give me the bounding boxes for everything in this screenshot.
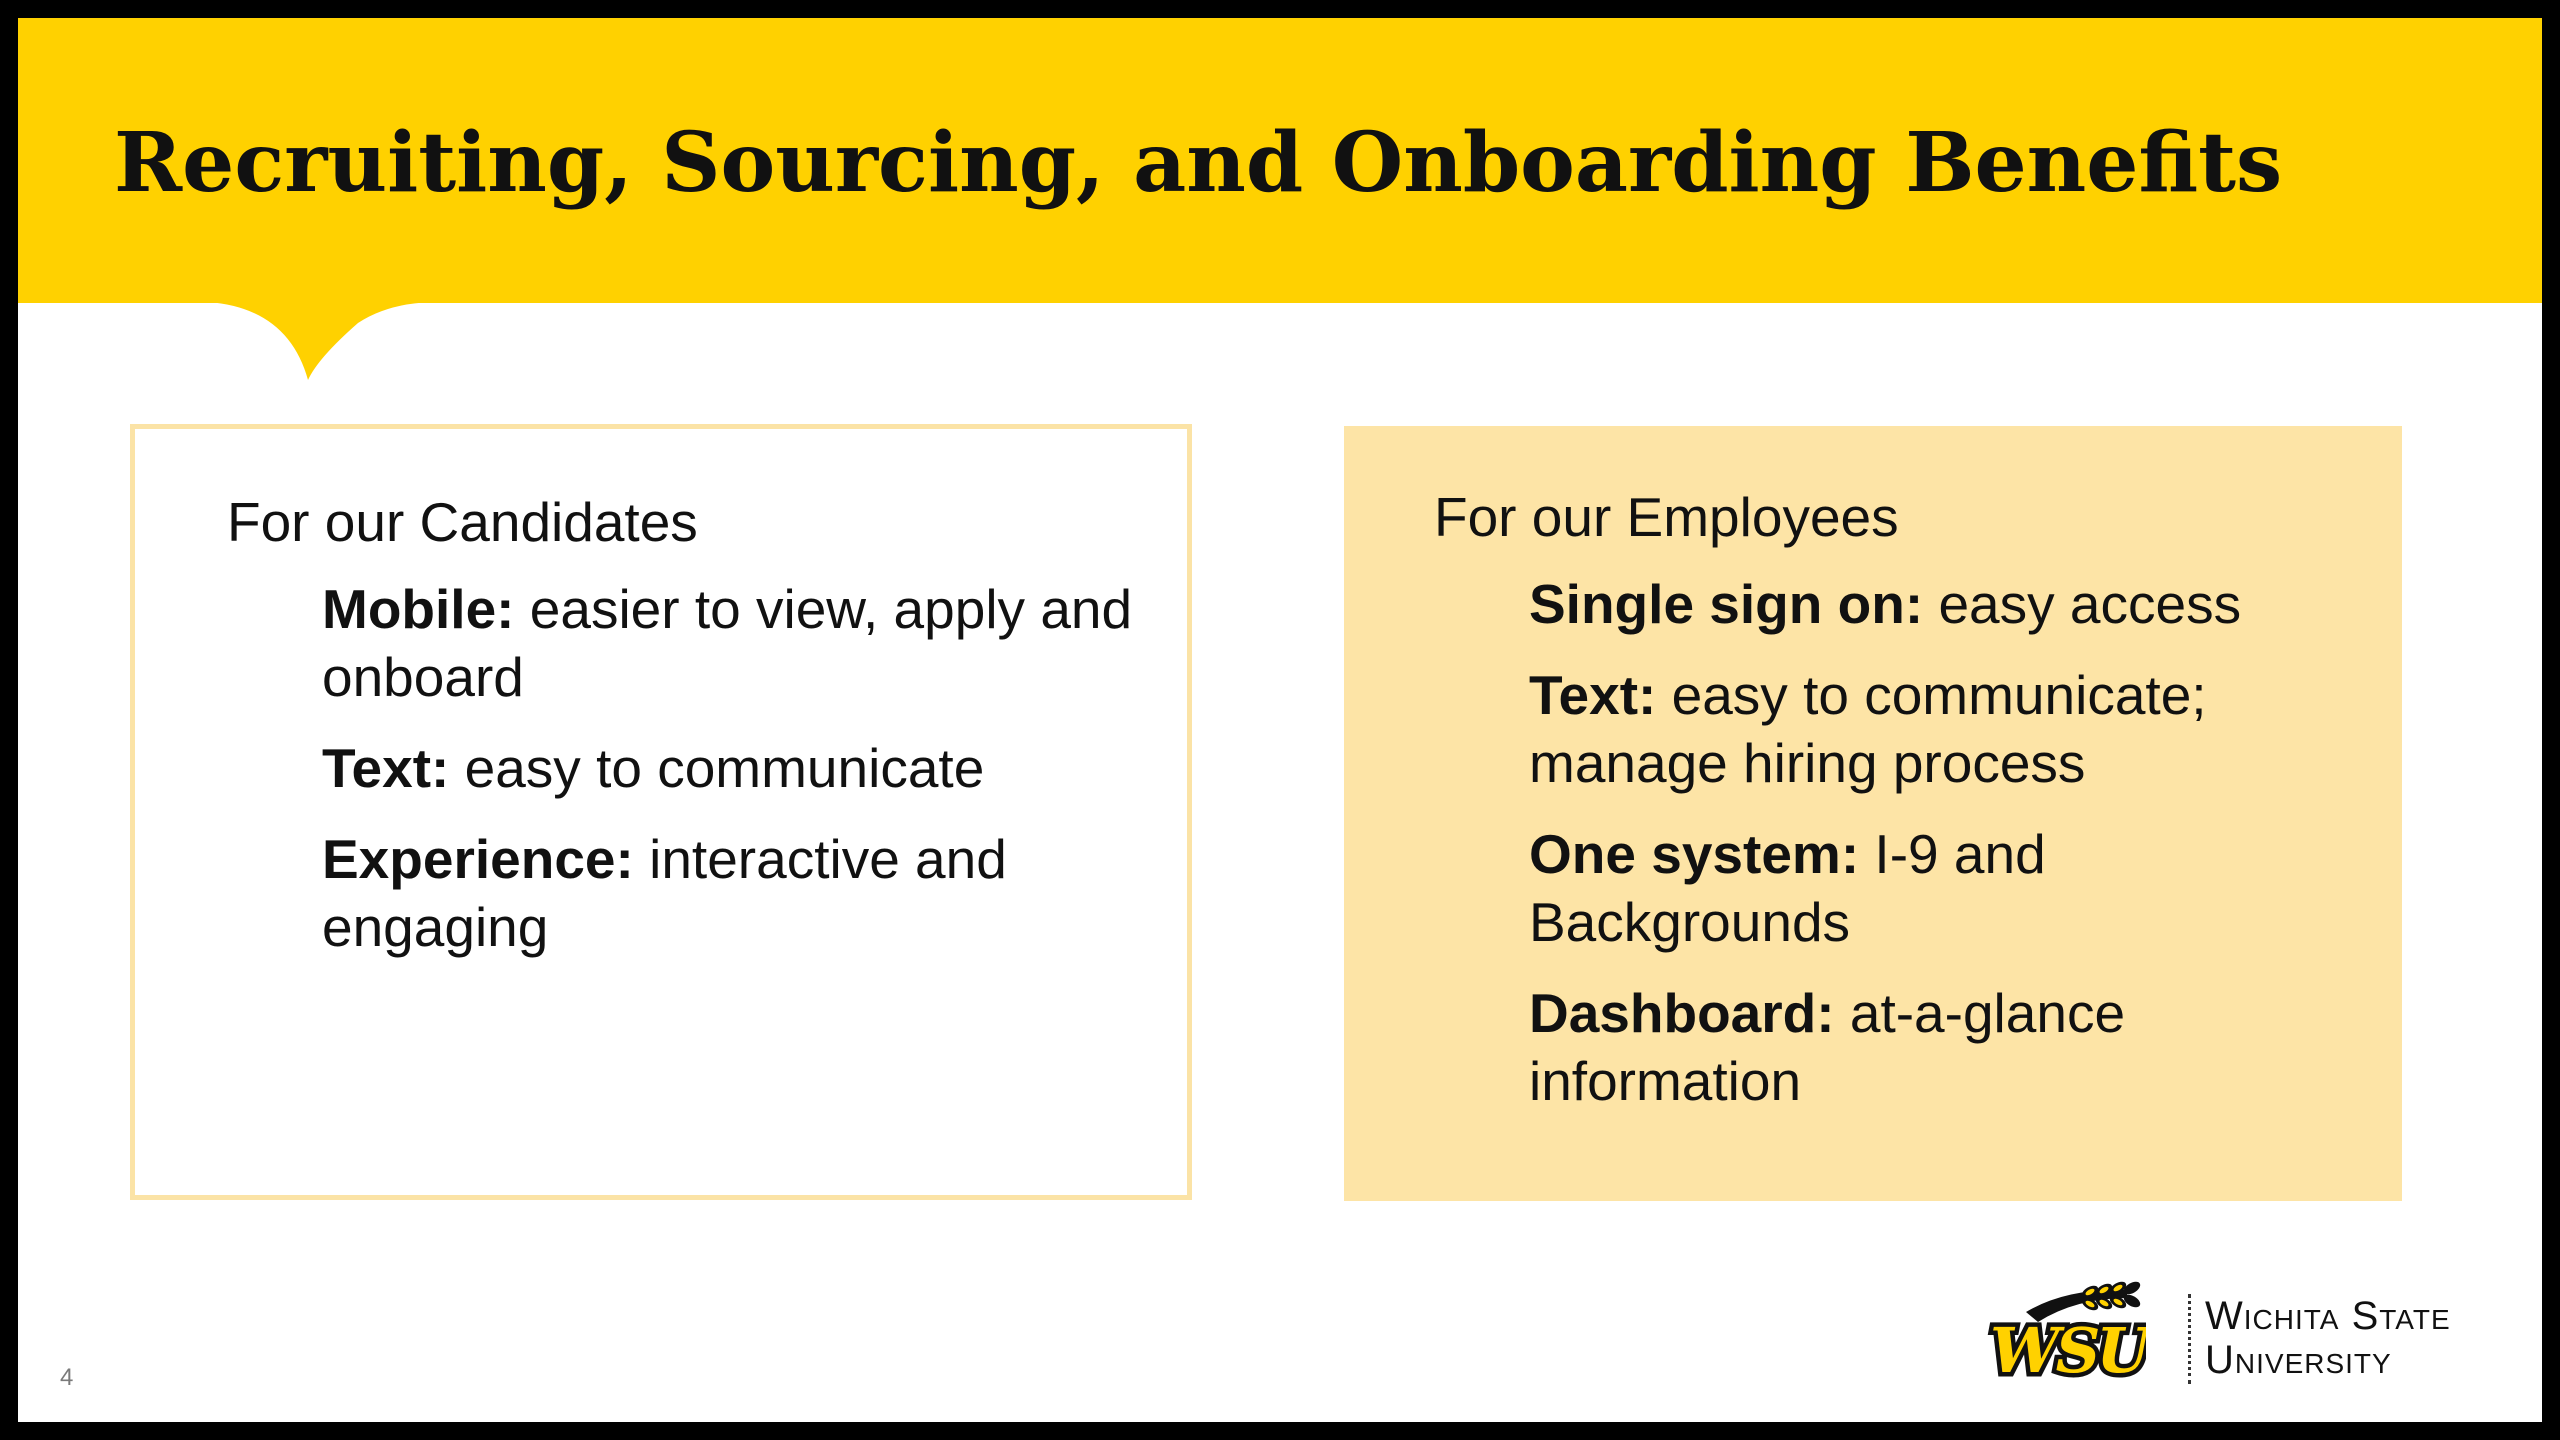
item-label: Text:	[322, 737, 450, 799]
item-label: One system:	[1529, 823, 1860, 885]
candidates-heading: For our Candidates	[227, 491, 698, 553]
item-label: Mobile:	[322, 578, 515, 640]
candidates-card	[130, 424, 1192, 1200]
item-text: I-9 and Backgrounds	[1529, 823, 2046, 953]
item-text: interactive and engaging	[322, 828, 1007, 958]
wsu-monogram: WSU	[1990, 1314, 2146, 1387]
logo-divider	[2188, 1294, 2191, 1384]
employees-card	[1344, 426, 2402, 1201]
logo-wordmark	[2205, 1294, 2451, 1382]
candidates-item-text	[322, 734, 1142, 802]
employees-item-one-system	[1529, 820, 2349, 956]
wsu-shocker-icon	[1986, 1270, 2146, 1400]
item-text: easy to communicate	[449, 737, 985, 799]
item-label: Single sign on:	[1529, 573, 1924, 635]
logo-line-1: Wichita State	[2205, 1294, 2451, 1338]
employees-item-text	[1529, 661, 2349, 797]
employees-heading: For our Employees	[1434, 486, 1899, 548]
item-label: Experience:	[322, 828, 634, 890]
slide	[18, 18, 2542, 1422]
employees-item-dashboard	[1529, 979, 2349, 1115]
item-text: easy to communicate; manage hiring process	[1529, 664, 2207, 794]
item-text: at-a-glance information	[1529, 982, 2126, 1112]
candidates-list	[322, 575, 1142, 984]
logo-line-2: University	[2205, 1338, 2392, 1382]
slide-title: Recruiting, Sourcing, and Onboarding Benefits	[114, 115, 2283, 211]
candidates-item-experience	[322, 825, 1142, 961]
page-number: 4	[60, 1364, 74, 1391]
employees-item-single-sign-on	[1529, 570, 2349, 638]
wichita-state-logo	[1986, 1270, 2526, 1400]
item-text: easier to view, apply and onboard	[322, 578, 1133, 708]
item-text: easy access	[1923, 573, 2242, 635]
item-label: Text:	[1529, 664, 1657, 726]
item-label: Dashboard:	[1529, 982, 1835, 1044]
employees-list	[1529, 570, 2349, 1138]
candidates-item-mobile	[322, 575, 1142, 711]
